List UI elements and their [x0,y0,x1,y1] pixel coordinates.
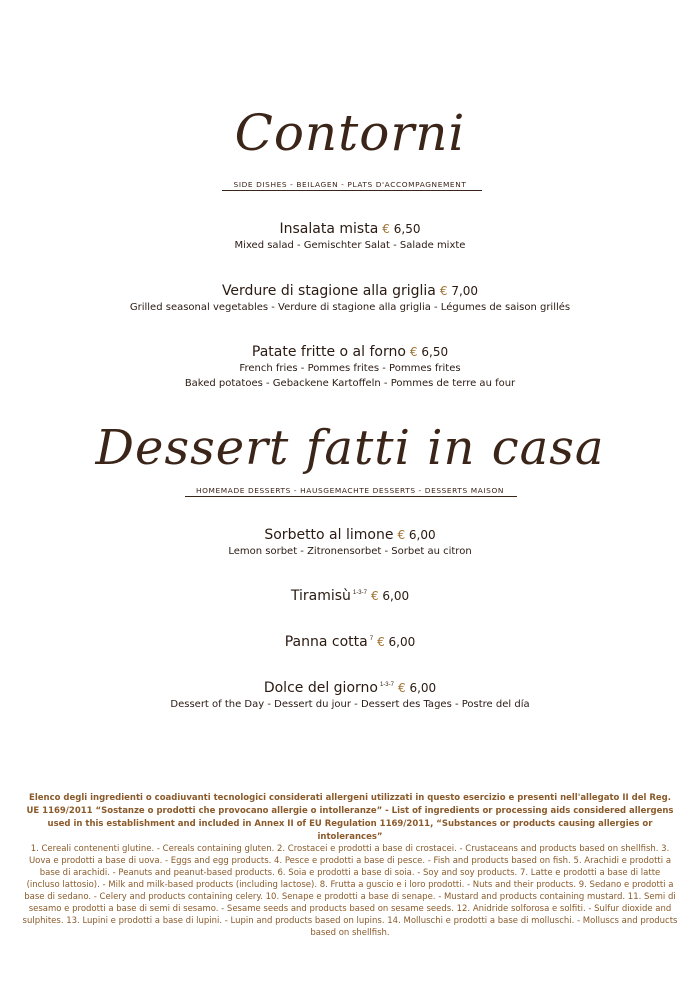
dish-name: Panna cotta [284,634,368,650]
currency: € [397,681,406,695]
dish-price: 6,50 [393,222,421,236]
dish-verdure-griglia [0,282,700,315]
currency: € [397,528,406,542]
dish-patate [0,343,700,391]
dish-sorbetto [0,526,700,559]
currency: € [377,635,385,649]
dish-price: 7,00 [451,284,479,298]
allergen-codes: 1-3-7 [379,681,394,688]
contorni-title [0,104,700,162]
dish-price: 6,00 [388,635,416,649]
dish-name: Insalata mista [279,221,379,237]
dish-name: Sorbetto al limone [264,527,394,543]
dish-desc: Grilled seasonal vegetables - Verdure di stagione alla griglia - Légumes de saison grillés [129,302,571,313]
currency: € [370,589,379,603]
dish-tiramisu [0,587,700,605]
dish-panna-cotta [0,633,700,651]
contorni-rule [222,190,482,191]
currency: € [409,345,418,359]
dish-insalata-mista [0,220,700,253]
dish-desc: Lemon sorbet - Zitronensorbet - Sorbet au citron [228,546,472,557]
dish-desc: French fries - Pommes frites - Pommes frites [239,363,461,374]
dish-price: 6,00 [409,681,437,695]
contorni-subtitle: SIDE DISHES - BEILAGEN - PLATS D'ACCOMPAGNEMENT [233,180,467,189]
dessert-title [0,420,700,476]
allergen-intro: Elenco degli ingredienti o coadiuvanti tecnologici considerati allergeni utilizzati in questo esercizio e presenti nell'allegato II del Reg. UE 1169/2011 “Sostanze o prodotti che provocano allergie o intolleranze” - List of ingredients or processing aids considered allergens used in this establishment and included in Annex II of EU Regulation 1169/2011, “Substances or products causing allergies or intolerances” [26,793,674,842]
currency: € [382,222,390,236]
dish-price: 6,50 [421,345,449,359]
dish-desc: Baked potatoes - Gebackene Kartoffeln - Pommes de terre au four [184,378,516,389]
dessert-rule [185,496,517,497]
allergen-codes: 1-3-7 [352,589,367,596]
contorni-title-text: Contorni [234,104,466,162]
dessert-title-text: Dessert fatti in casa [95,420,605,476]
allergen-list: 1. Cereali contenenti glutine. - Cereals containing gluten. 2. Crostacei e prodotti a base di crostacei. - Crustaceans and products based on shellfish. 3. Uova e prodotti a base di uova. - Eggs and egg products. 4. Pesce e prodotti a base di pesce. - Fish and products based on fish. 5. Arachidi e prodotti a base di arachidi. - Peanuts and peanut-based products. 6. Soia e prodotti a base di soia. - Soy and soy products. 7. Latte e prodotti a base di latte (incluso lattosio). - Milk and milk-based products (including lactose). 8. Frutta a guscio e i loro prodotti. - Nuts and their products. 9. Sedano e prodotti a base di sedano. - Celery and products containing celery. 10. Senape e prodotti a base di senape. - Mustard and products containing mustard. 11. Semi di sesamo e prodotti a base di semi di sesamo. - Sesame seeds and products based on sesame seeds. 12. Anidride solforosa e solfiti. - Sulfur dioxide and sulphites. 13. Lupini e prodotti a base di lupini. - Lupin and products based on lupins. 14. Molluschi e prodotti a base di molluschi. - Molluscs and products based on shellfish. [22,844,678,938]
dish-price: 6,00 [382,589,410,603]
dish-desc: Dessert of the Day - Dessert du jour - Dessert des Tages - Postre del día [170,699,530,710]
dish-name: Dolce del giorno [263,680,378,696]
currency: € [439,284,448,298]
allergen-codes: 7 [369,635,374,642]
dish-price: 6,00 [408,528,436,542]
dish-dolce-giorno [0,679,700,712]
dish-desc: Mixed salad - Gemischter Salat - Salade mixte [234,240,466,251]
dish-name: Verdure di stagione alla griglia [221,283,436,299]
dish-name: Patate fritte o al forno [251,344,406,360]
dessert-subtitle: HOMEMADE DESSERTS - HAUSGEMACHTE DESSERTS - DESSERTS MAISON [195,486,504,495]
dish-name: Tiramisù [290,588,351,604]
